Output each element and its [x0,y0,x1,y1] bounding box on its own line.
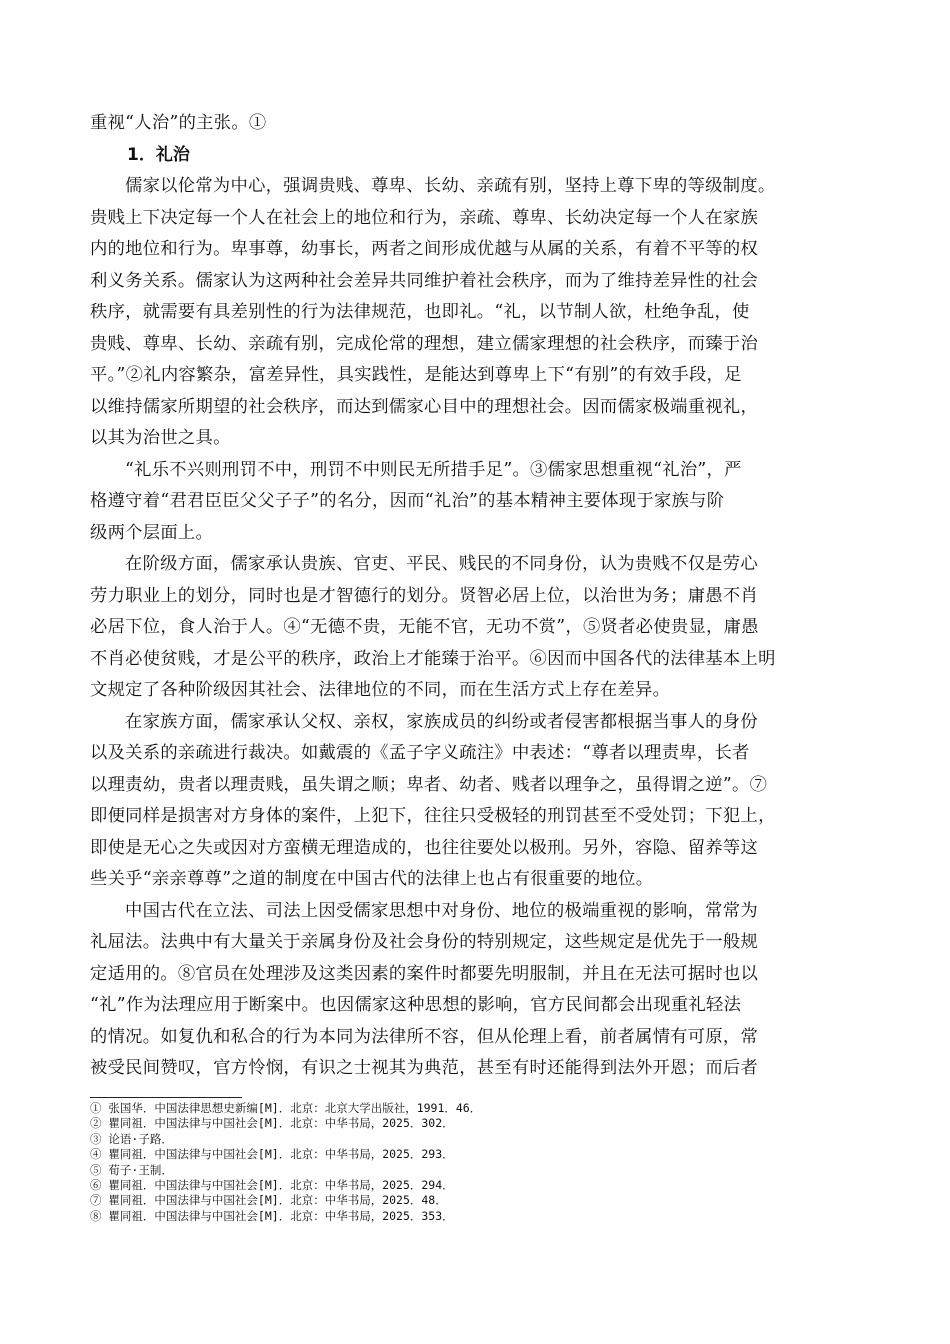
footnote: ① 张国华．中国法律思想史新编[M]．北京：北京大学出版社，1991．46． [90,1101,482,1115]
text-line: 以及关系的亲疏进行裁决。如戴震的《孟子字义疏注》中表述：“尊者以理责卑，长者 [90,743,750,763]
text-line: “礼乐不兴则刑罚不中，刑罚不中则民无所措手足”。③儒家思想重视“礼治”，严 [125,459,742,480]
footnote: ② 瞿同祖．中国法律与中国社会[M]．北京：中华书局，2025．302． [90,1116,454,1131]
text-line: 秩序，就需要有具差别性的行为法律规范，也即礼。“礼，以节制人欲，杜绝争乱，使 [90,302,750,322]
footnote: ④ 瞿同祖．中国法律与中国社会[M]．北京：中华书局，2025．293． [90,1147,454,1162]
text-line: 利义务关系。儒家认为这两种社会差异共同维护着社会秩序，而为了维持差异性的社会 [90,270,759,291]
footnote: ⑤ 荀子·王制． [90,1162,173,1177]
text-line: 内的地位和行为。卑事尊，幼事长，两者之间形成优越与从属的关系，有着不平等的权 [90,239,759,259]
footnote: ⑧ 瞿同祖．中国法律与中国社会[M]．北京：中华书局，2025．353． [90,1208,454,1223]
footnote: ③ 论语·子路． [90,1131,173,1146]
text-line: 文规定了各种阶级因其社会、法律地位的不同，而在生活方式上存在差异。 [90,680,671,700]
text-line: 不肖必使贫贱，才是公平的秩序，政治上才能臻于治平。⑥因而中国各代的法律基本上明 [90,648,776,669]
footnote: ⑦ 瞿同祖．中国法律与中国社会[M]．北京：中华书局，2025．48． [90,1193,447,1208]
text-line: 即便同样是损害对方身体的案件，上犯下，往往只受极轻的刑罚甚至不受处罚；下犯上， [90,806,776,826]
text-line: 贵贱、尊卑、长幼、亲疏有别，完成伦常的理想，建立儒家理想的社会秩序，而臻于治 [90,333,759,354]
text-line: 中国古代在立法、司法上因受儒家思想中对身份、地位的极端重视的影响，常常为 [125,900,758,921]
footnotes [90,1101,860,1224]
text-line: 劳力职业上的划分，同时也是才智德行的划分。贤智必居上位，以治世为务；庸愚不肖 [90,585,759,606]
footnote-divider [90,1097,242,1098]
text-line: 被受民间赞叹，官方怜悯，有识之士视其为典范，甚至有时还能得到法外开恩；而后者 [90,1058,759,1078]
text-line: 重视“人治”的主张。① [90,113,267,133]
footnote: ⑥ 瞿同祖．中国法律与中国社会[M]．北京：中华书局，2025．294． [90,1178,454,1193]
document-body [90,108,860,1085]
text-line: 即使是无心之失或因对方蛮横无理造成的，也往往要处以极刑。另外，容隐、留养等这 [90,837,759,858]
text-line: 平。”②礼内容繁杂，富差异性，具实践性，是能达到尊卑上下“有别”的有效手段，足 [90,365,742,385]
text-line: 格遵守着“君君臣臣父父子子”的名分，因而“礼治”的基本精神主要体现于家族与阶 [90,491,725,511]
text-line: 在阶级方面，儒家承认贵族、官吏、平民、贱民的不同身份，认为贵贱不仅是劳心 [125,554,758,574]
text-line: 贵贱上下决定每一个人在社会上的地位和行为，亲疏、尊卑、长幼决定每一个人在家族 [90,207,759,228]
text-line: 些关乎“亲亲尊尊”之道的制度在中国古代的法律上也占有很重要的地位。 [90,869,654,889]
text-line: 以维持儒家所期望的社会秩序，而达到儒家心目中的理想社会。因而儒家极端重视礼， [90,396,759,417]
text-line: 以理责幼，贵者以理责贱，虽失谓之顺；卑者、幼者、贱者以理争之，虽得谓之逆”。⑦ [90,774,768,795]
text-line: 在家族方面，儒家承认父权、亲权，家族成员的纠纷或者侵害都根据当事人的身份 [125,711,758,732]
text-line: 定适用的。⑧官员在处理涉及这类因素的案件时都要先明服制，并且在无法可据时也以 [90,963,759,984]
text-line: 儒家以伦常为中心，强调贵贱、尊卑、长幼、亲疏有别，坚持上尊下卑的等级制度。 [125,176,776,196]
text-line: 以其为治世之具。 [90,428,231,448]
text-line: 的情况。如复仇和私合的行为本同为法律所不容，但从伦理上看，前者属情有可原，常 [90,1026,759,1047]
text-line: 礼屈法。法典中有大量关于亲属身份及社会身份的特别规定，这些规定是优先于一般规 [90,932,759,952]
section-heading: 1．礼治 [127,144,190,165]
text-line: 级两个层面上。 [90,522,214,543]
text-line: 必居下位，食人治于人。④“无德不贵，无能不官，无功不赏”，⑤贤者必使贵显，庸愚 [90,617,759,637]
text-line: “礼”作为法理应用于断案中。也因儒家这种思想的影响，官方民间都会出现重礼轻法 [90,995,742,1015]
